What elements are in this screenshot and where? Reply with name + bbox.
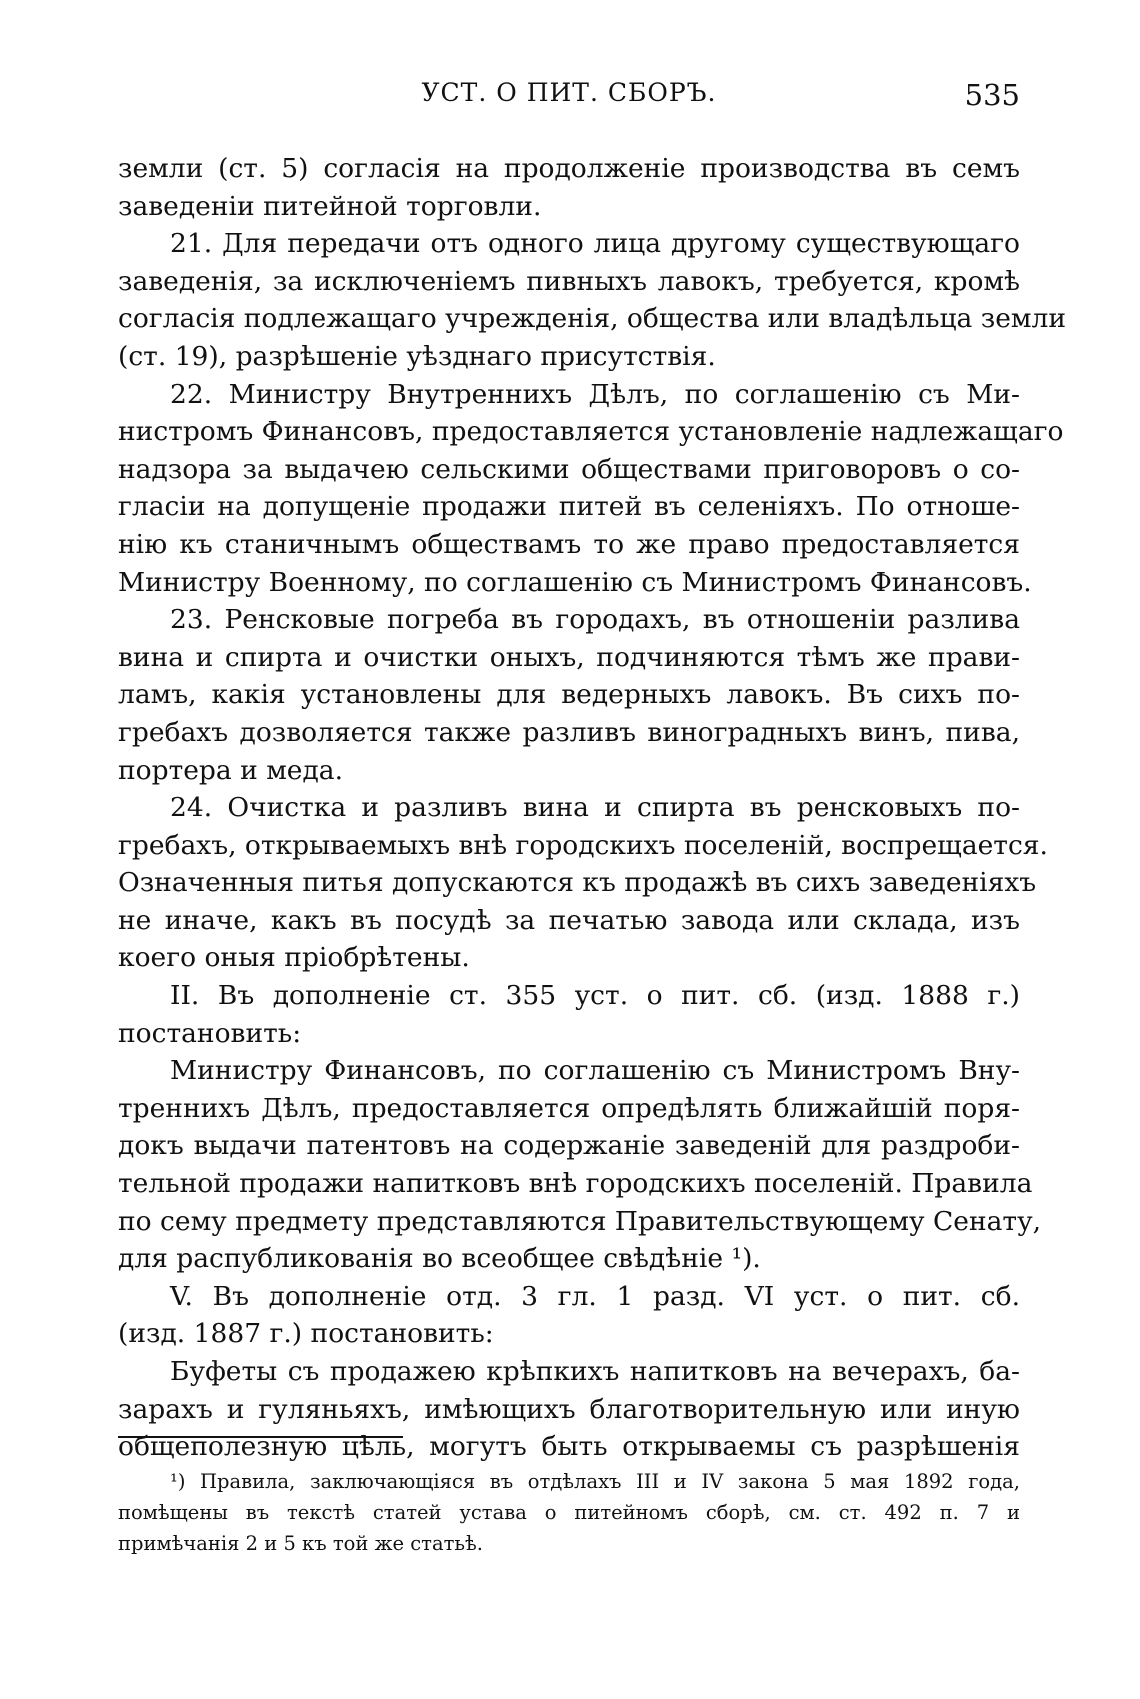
body-text xyxy=(118,150,1067,1466)
text-line: коего оныя пріобрѣтены. xyxy=(118,942,470,974)
text-line: гребахъ, открываемыхъ внѣ городскихъ поселеній, воспрещается. xyxy=(118,829,1048,861)
text-line: Министру Военному, по соглашенію съ Министромъ Финансовъ. xyxy=(118,566,1032,598)
text-line: портера и меда. xyxy=(118,754,344,786)
text-line: надзора за выдачею сельскими обществами приговоровъ о со- xyxy=(118,453,1020,485)
article-24-start: 24. Очистка и разливъ вина и спирта въ ренсковыхъ по- xyxy=(170,792,1020,824)
text-line: для распубликованія во всеобщее свѣдѣніе ¹). xyxy=(118,1243,761,1275)
text-line: (ст. 19), разрѣшеніе уѣзднаго присутствія. xyxy=(118,340,716,372)
text-line: Означенныя питья допускаются къ продажѣ въ сихъ заведеніяхъ xyxy=(118,867,1037,899)
footnote xyxy=(118,1466,1020,1559)
text-line: треннихъ Дѣлъ, предоставляется опредѣлять ближайшій поря- xyxy=(118,1092,1020,1124)
text-line: Буфеты съ продажею крѣпкихъ напитковъ на вечерахъ, ба- xyxy=(170,1356,1020,1387)
footnote-line: помѣщены въ текстѣ статей устава о питейномъ сборѣ, см. ст. 492 п. 7 и xyxy=(118,1501,1020,1524)
text-line: гребахъ дозволяется также разливъ виноградныхъ винъ, пива, xyxy=(118,716,1020,748)
text-line: заведеніи питейной торговли. xyxy=(118,190,542,222)
running-head xyxy=(118,78,1020,118)
text-line: не иначе, какъ въ посудѣ за печатью завода или склада, изъ xyxy=(118,904,1020,936)
text-line: постановить: xyxy=(118,1017,302,1049)
text-line: земли (ст. 5) согласія на продолженіе производства въ семъ xyxy=(118,153,1020,184)
text-line: согласія подлежащаго учрежденія, общества или владѣльца земли xyxy=(118,303,1067,335)
text-line: по сему предмету представляются Правительствующему Сенату, xyxy=(118,1205,1042,1237)
text-line: нію къ станичнымъ обществамъ то же право предоставляется xyxy=(118,528,1020,560)
text-line: гласіи на допущеніе продажи питей въ селеніяхъ. По отноше- xyxy=(118,491,1020,523)
text-line: тельной продажи напитковъ внѣ городскихъ поселеній. Правила xyxy=(118,1168,1033,1200)
text-line: вина и спирта и очистки оныхъ, подчиняются тѣмъ же прави- xyxy=(118,641,1020,673)
text-line: Министру Финансовъ, по соглашенію съ Министромъ Вну- xyxy=(170,1055,1020,1087)
section-ii-start: II. Въ дополненіе ст. 355 уст. о пит. сб. (изд. 1888 г.) xyxy=(170,980,1020,1012)
article-22-start: 22. Министру Внутреннихъ Дѣлъ, по соглашенію съ Ми- xyxy=(170,378,1020,410)
text-line: (изд. 1887 г.) постановить: xyxy=(118,1318,494,1350)
text-line: нистромъ Финансовъ, предоставляется установленіе надлежащаго xyxy=(118,416,1064,448)
section-v-start: V. Въ дополненіе отд. 3 гл. 1 разд. VI уст. о пит. сб. xyxy=(170,1280,1020,1312)
article-23-start: 23. Ренсковые погреба въ городахъ, въ отношеніи разлива xyxy=(170,604,1020,636)
footnote-line: примѣчанія 2 и 5 къ той же статьѣ. xyxy=(118,1532,483,1555)
page-number: 535 xyxy=(964,78,1020,112)
article-21-start: 21. Для передачи отъ одного лица другому существующаго xyxy=(170,228,1020,260)
text-line: заведенія, за исключеніемъ пивныхъ лавокъ, требуется, кромѣ xyxy=(118,265,1020,297)
text-line: ламъ, какія установлены для ведерныхъ лавокъ. Въ сихъ по- xyxy=(118,679,1020,711)
text-line: общеполезную цѣль, могутъ быть открываемы съ разрѣшенія xyxy=(118,1431,1020,1463)
running-title: УСТ. О ПИТ. СБОРЪ. xyxy=(421,78,717,107)
text-line: зарахъ и гуляньяхъ, имѣющихъ благотворительную или иную xyxy=(118,1393,1020,1425)
footnote-line: ¹) Правила, заключающіяся въ отдѣлахъ III и IV закона 5 мая 1892 года, xyxy=(170,1470,1020,1493)
text-line: докъ выдачи патентовъ на содержаніе заведеній для раздроби- xyxy=(118,1130,1020,1162)
footnote-rule xyxy=(118,1436,403,1438)
